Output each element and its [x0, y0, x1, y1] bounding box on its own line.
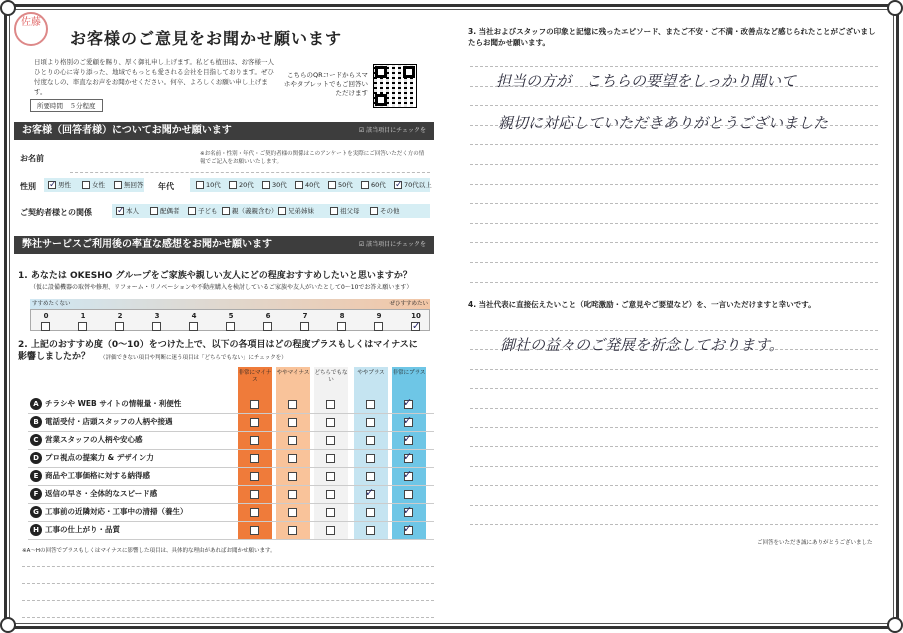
- age-option-label: 70代以上: [404, 181, 432, 189]
- rating-checkbox[interactable]: [326, 508, 335, 517]
- checkbox[interactable]: [328, 181, 336, 189]
- rating-column-header: ややプラス: [357, 370, 385, 376]
- rating-checkbox[interactable]: [366, 526, 375, 535]
- q1-question: 1. あなたは OKESHO グループをご家族や親しい友人にどの程度おすすめしたいと思いますか？: [18, 271, 412, 281]
- rating-checkbox[interactable]: [250, 400, 259, 409]
- scale-number: 4: [191, 312, 197, 320]
- corner-ornament: [887, 0, 903, 16]
- rating-checkbox[interactable]: [326, 418, 335, 427]
- age-label: 年代: [158, 182, 174, 191]
- age-option-label: 60代: [371, 181, 386, 189]
- rating-checkbox[interactable]: [326, 490, 335, 499]
- answer-line[interactable]: [470, 388, 878, 389]
- scale-number: 6: [265, 312, 271, 320]
- check-mark-icon: ✓: [403, 432, 413, 445]
- answer-line[interactable]: [470, 524, 878, 525]
- q2-subtext: （評価できない項目や判断に迷う項目は「どちらでもない」にチェックを）: [100, 355, 287, 361]
- footnote: ※A〜Hの回答でプラスもしくはマイナスに影響した項目は、具体的な理由があればお聞かせ願います。: [22, 548, 276, 554]
- check-mark-icon: ✓: [403, 468, 413, 481]
- q4-question: 4. 当社代表に直接伝えたいこと（叱咤激励・ご意見やご要望など）を、一言いただけますと幸いです。: [468, 300, 816, 309]
- item-letter-badge: G: [30, 506, 42, 518]
- answer-line[interactable]: [470, 427, 878, 428]
- scale-checkbox[interactable]: [41, 322, 50, 331]
- scale-number: 2: [117, 312, 123, 320]
- check-mark-icon: ✓: [403, 396, 413, 409]
- check-mark-icon: ✓: [403, 414, 413, 427]
- rating-checkbox[interactable]: [250, 436, 259, 445]
- item-text: 電話受付・店頭スタッフの人柄や接遇: [45, 417, 173, 426]
- checkbox[interactable]: [295, 181, 303, 189]
- item-text: 商品や工事価格に対する納得感: [45, 471, 150, 480]
- checkbox[interactable]: [82, 181, 90, 189]
- scale-checkbox[interactable]: [300, 322, 309, 331]
- answer-line[interactable]: [470, 105, 878, 106]
- rating-checkbox[interactable]: [366, 400, 375, 409]
- rating-checkbox[interactable]: [326, 454, 335, 463]
- rating-checkbox[interactable]: [366, 418, 375, 427]
- q3-handwritten-line1: 担当の方が こちらの要望をしっかり聞いて: [496, 72, 797, 90]
- scale-checkbox[interactable]: [263, 322, 272, 331]
- name-label: お名前: [20, 154, 44, 163]
- relation-option[interactable]: [116, 205, 139, 217]
- rating-checkbox[interactable]: [366, 454, 375, 463]
- check-mark-icon: ✓: [403, 522, 413, 535]
- checkbox[interactable]: ✓: [395, 180, 403, 190]
- rating-checkbox[interactable]: [326, 436, 335, 445]
- item-text: プロ視点の提案力 & デザイン力: [45, 453, 154, 462]
- scale-checkbox[interactable]: [152, 322, 161, 331]
- relation-option[interactable]: [370, 205, 400, 217]
- checkbox[interactable]: [196, 181, 204, 189]
- scale-checkbox[interactable]: [115, 322, 124, 331]
- answer-line[interactable]: [470, 262, 878, 263]
- answer-line[interactable]: [470, 485, 878, 486]
- answer-line[interactable]: [470, 184, 878, 185]
- check-mark-icon: ✓: [403, 450, 413, 463]
- answer-line[interactable]: [470, 164, 878, 165]
- qr-caption: こちらのQRコードからスマホやタブレットでもご回答いただけます: [283, 71, 368, 97]
- scale-number: 7: [302, 312, 308, 320]
- answer-line[interactable]: [470, 223, 878, 224]
- relation-option-label: 親（義親含む）: [232, 207, 278, 215]
- gender-option[interactable]: [114, 179, 144, 191]
- relation-option-label: 祖父母: [340, 207, 360, 215]
- age-option-label: 50代: [338, 181, 353, 189]
- rating-checkbox[interactable]: [250, 526, 259, 535]
- page-title: お客様のご意見をお聞かせ願います: [70, 29, 343, 48]
- scale-number: 5: [228, 312, 234, 320]
- answer-line[interactable]: [470, 242, 878, 243]
- relation-option-label: 本人: [126, 207, 139, 215]
- recommend-scale: [30, 309, 430, 331]
- rating-checkbox[interactable]: [288, 436, 297, 445]
- rating-checkbox[interactable]: [366, 472, 375, 481]
- qr-code-icon[interactable]: [373, 64, 417, 108]
- q2-line1: 2. 上記のおすすめ度（0〜10）をつけた上で、以下の各項目はどの程度プラスもしくはマイナスに: [18, 340, 418, 350]
- relation-option-label: 配偶者: [160, 207, 180, 215]
- checkbox[interactable]: [222, 207, 230, 215]
- corner-ornament: [887, 617, 903, 633]
- answer-line[interactable]: [470, 446, 878, 447]
- checkbox[interactable]: [361, 181, 369, 189]
- rating-checkbox[interactable]: [366, 508, 375, 517]
- answer-line[interactable]: [470, 282, 878, 283]
- age-option[interactable]: [328, 179, 353, 191]
- rating-column-header: 非常にマイナス: [238, 370, 272, 383]
- age-option[interactable]: [295, 179, 320, 191]
- reason-line[interactable]: [22, 600, 434, 601]
- q4-handwritten-answer: 御社の益々のご発展を祈念しております。: [500, 336, 784, 354]
- reason-line[interactable]: [22, 583, 434, 584]
- answer-line[interactable]: [470, 369, 878, 370]
- check-mark-icon: ✓: [403, 504, 413, 517]
- age-option[interactable]: [196, 179, 221, 191]
- answer-line[interactable]: [470, 203, 878, 204]
- relation-option[interactable]: [278, 205, 314, 217]
- checkbox[interactable]: ✓: [117, 206, 125, 216]
- answer-line[interactable]: [470, 144, 878, 145]
- item-letter-badge: E: [30, 470, 42, 482]
- rating-grid: [28, 367, 434, 539]
- age-option-label: 30代: [272, 181, 287, 189]
- rating-checkbox[interactable]: [250, 472, 259, 481]
- rating-checkbox[interactable]: [326, 526, 335, 535]
- checkbox[interactable]: [188, 207, 196, 215]
- reason-line[interactable]: [22, 617, 434, 618]
- rating-checkbox[interactable]: [288, 526, 297, 535]
- rating-checkbox[interactable]: [366, 436, 375, 445]
- checkbox[interactable]: [278, 207, 286, 215]
- intro-text: 日頃より格別のご愛顧を賜り、厚く御礼申し上げます。私ども植田は、お客様一人ひとりの心に寄り添った、地域でもっとも愛される会社を目指しております。ぜひ忖度なしの、率直なお声をお聞かせください。何卒、よろしくお願い申し上げます。: [34, 58, 274, 96]
- reason-line[interactable]: [22, 566, 434, 567]
- scale-checkbox[interactable]: [337, 322, 346, 331]
- age-option[interactable]: [361, 179, 386, 191]
- rating-checkbox[interactable]: [326, 472, 335, 481]
- rating-checkbox[interactable]: [404, 490, 413, 499]
- rating-checkbox[interactable]: [250, 454, 259, 463]
- section2-title: 弊社サービスご利用後の率直な感想をお聞かせ願います: [22, 239, 272, 250]
- thanks-text: ご回答をいただき誠にありがとうございました: [757, 540, 873, 546]
- checkbox[interactable]: [262, 181, 270, 189]
- item-text: 工事の仕上がり・品質: [45, 525, 120, 534]
- rating-checkbox[interactable]: [288, 400, 297, 409]
- age-option[interactable]: [229, 179, 254, 191]
- time-estimate: 所要時間 ５分程度: [30, 99, 103, 112]
- rating-checkbox[interactable]: [288, 508, 297, 517]
- checkbox[interactable]: [370, 207, 378, 215]
- rating-checkbox[interactable]: [250, 418, 259, 427]
- q2-line2: 影響しましたか？: [18, 352, 91, 362]
- q1-subtext: （仮に設備機器の取替や修理、リフォーム・リノベーションや不動産購入を検討しているご家族や友人がいたとして0〜10でお答え願います）: [30, 284, 413, 291]
- corner-ornament: [0, 0, 16, 16]
- check-note: ☑ 該当項目にチェックを: [358, 241, 426, 248]
- age-option-label: 40代: [305, 181, 320, 189]
- age-option-label: 20代: [239, 181, 254, 189]
- scale-checkbox[interactable]: [78, 322, 87, 331]
- gender-label: 性別: [20, 182, 36, 191]
- item-letter-badge: A: [30, 398, 42, 410]
- gender-option[interactable]: [82, 179, 105, 191]
- answer-line[interactable]: [470, 505, 878, 506]
- rating-checkbox[interactable]: [250, 508, 259, 517]
- item-letter-badge: B: [30, 416, 42, 428]
- item-text: 営業スタッフの人柄や安心感: [45, 435, 143, 444]
- relation-option[interactable]: [222, 205, 278, 217]
- section1-title: お客様（回答者様）についてお聞かせ願います: [22, 125, 232, 136]
- item-text: 返信の早さ・全体的なスピード感: [45, 489, 158, 498]
- scale-number: 10: [411, 312, 421, 320]
- scale-number: 9: [376, 312, 382, 320]
- scale-checkbox[interactable]: [226, 322, 235, 331]
- relation-option[interactable]: [330, 205, 360, 217]
- corner-ornament: [0, 617, 16, 633]
- checkbox[interactable]: [114, 181, 122, 189]
- checkbox[interactable]: [229, 181, 237, 189]
- scale-band: [30, 299, 430, 309]
- scale-checkbox[interactable]: [189, 322, 198, 331]
- relation-option[interactable]: [150, 205, 180, 217]
- relation-label: ご契約者様との関係: [20, 208, 92, 217]
- item-text: チラシや WEB サイトの情報量・利便性: [45, 399, 182, 408]
- age-option[interactable]: [262, 179, 287, 191]
- gender-option-label: 男性: [58, 181, 71, 189]
- answer-line[interactable]: [470, 66, 878, 67]
- check-mark-icon: ✓: [365, 486, 375, 499]
- rating-checkbox[interactable]: [288, 472, 297, 481]
- scale-checkbox[interactable]: ✓: [412, 321, 421, 332]
- rating-checkbox[interactable]: [288, 418, 297, 427]
- checkbox[interactable]: [330, 207, 338, 215]
- rating-checkbox[interactable]: [250, 490, 259, 499]
- q3-question: 3. 当社およびスタッフの印象と記憶に残ったエピソード、またご不安・ご不満・改善点など感じられたことがございましたらお聞かせ願います。: [468, 27, 876, 47]
- section1-header: [14, 122, 434, 140]
- relation-option-label: 兄弟姉妹: [288, 207, 314, 215]
- name-note: ※お名前・性別・年代・ご契約者様の関係はこのアンケートを実際にご回答いただく方の情報でご記入をお願いいたします。: [200, 151, 425, 165]
- scale-low-label: すすめたくない: [32, 301, 71, 307]
- item-text: 工事前の近隣対応・工事中の清掃（養生）: [45, 507, 188, 516]
- checkbox[interactable]: [150, 207, 158, 215]
- relation-option-label: 子ども: [198, 207, 218, 215]
- checkbox[interactable]: ✓: [49, 180, 57, 190]
- item-letter-badge: F: [30, 488, 42, 500]
- scale-number: 8: [339, 312, 345, 320]
- name-field[interactable]: [70, 172, 430, 173]
- item-letter-badge: D: [30, 452, 42, 464]
- age-option-label: 10代: [206, 181, 221, 189]
- scale-number: 3: [154, 312, 160, 320]
- gender-option-label: 女性: [92, 181, 105, 189]
- gender-option-label: 無回答: [124, 181, 144, 189]
- gender-option[interactable]: [48, 179, 71, 191]
- item-letter-badge: C: [30, 434, 42, 446]
- age-option[interactable]: [394, 179, 432, 191]
- answer-line[interactable]: [470, 330, 878, 331]
- relation-option-label: その他: [380, 207, 400, 215]
- item-letter-badge: H: [30, 524, 42, 536]
- check-note: ☑ 該当項目にチェックを: [358, 127, 426, 134]
- answer-line[interactable]: [470, 408, 878, 409]
- rating-checkbox[interactable]: [288, 454, 297, 463]
- rating-column-header: ややマイナス: [276, 370, 310, 376]
- rating-checkbox[interactable]: [326, 400, 335, 409]
- scale-checkbox[interactable]: [374, 322, 383, 331]
- scale-number: 1: [80, 312, 86, 320]
- rating-column-header: どちらでもない: [314, 370, 348, 383]
- relation-option[interactable]: [188, 205, 218, 217]
- seal-stamp: 佐藤: [14, 12, 48, 46]
- scale-number: 0: [43, 312, 49, 320]
- answer-line[interactable]: [470, 466, 878, 467]
- q3-handwritten-line2: 親切に対応していただきありがとうございました: [498, 114, 829, 132]
- rating-checkbox[interactable]: [288, 490, 297, 499]
- rating-column-header: 非常にプラス: [392, 370, 426, 376]
- section2-header: [14, 236, 434, 254]
- scale-high-label: ぜひすすめたい: [389, 301, 428, 307]
